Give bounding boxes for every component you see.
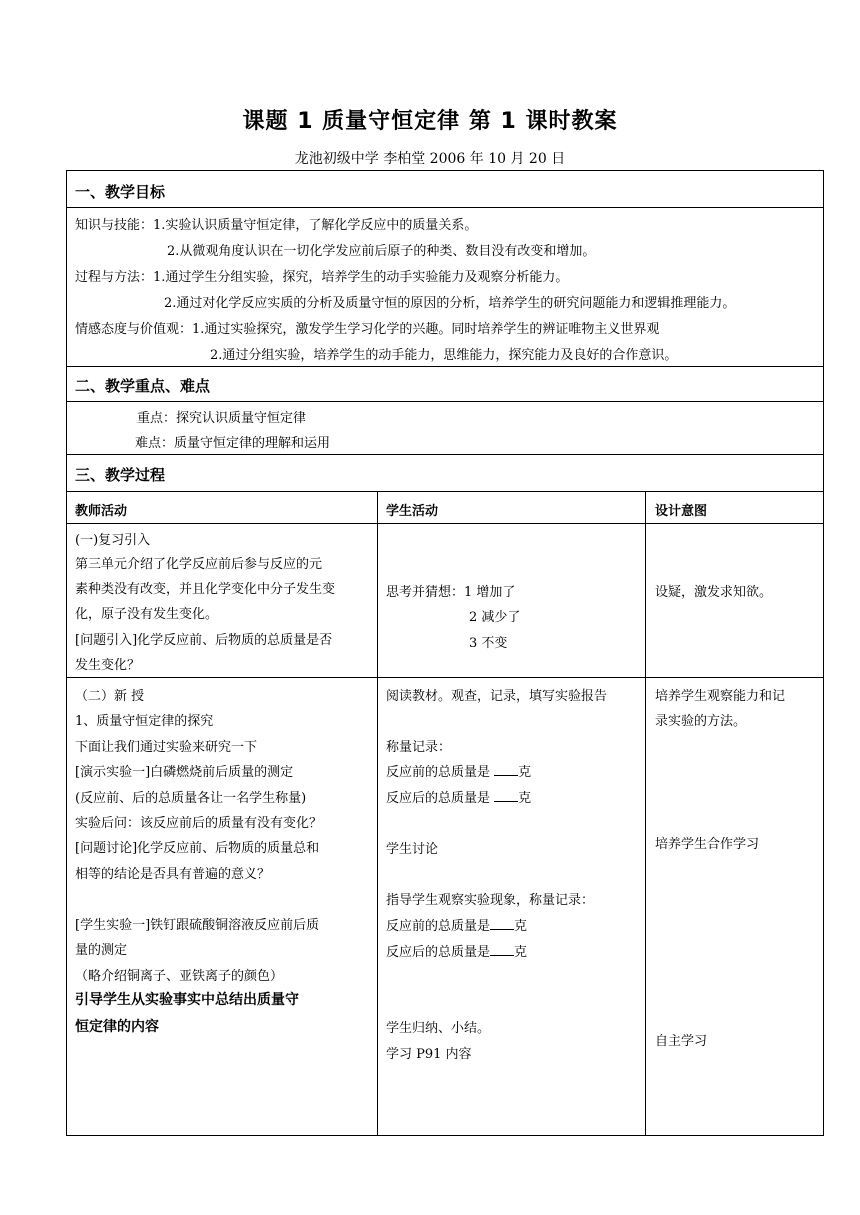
unit-text: 克 [514,945,528,960]
rule [67,523,823,524]
teacher-text: 量的测定 [75,943,128,958]
student-record-line [386,941,527,960]
unit-text: 克 [518,765,532,780]
lesson-table [66,170,824,1136]
teacher-text-emphasis: 恒定律的内容 [75,1019,159,1035]
student-text: 称量记录： [386,740,452,755]
keypoint-line: 难点：质量守恒定律的理解和运用 [135,436,331,451]
teacher-text: [问题讨论]化学反应前、后物质的质量总和 [75,841,320,856]
rule [67,491,823,492]
section-process-heading: 三、教学过程 [75,466,166,484]
column-header-intent: 设计意图 [655,504,708,519]
student-record-line [386,915,527,934]
teacher-text: 相等的结论是否具有普遍的意义？ [75,867,271,882]
goal-line: 情感态度与价值观：1.通过实验探究，激发学生学习化学的兴趣。同时培养学生的辨证唯物主义世界观 [75,322,660,337]
student-text: 阅读教材。观查，记录，填写实验报告 [386,689,608,704]
student-record-line [386,787,531,806]
intent-text: 培养学生合作学习 [655,837,760,852]
student-text: 反应后的总质量是 [386,791,495,806]
teacher-text-emphasis: 引导学生从实验事实中总结出质量守 [75,992,299,1008]
teacher-text: 素种类没有改变，并且化学变化中分子发生变 [75,582,336,597]
keypoint-line: 重点：探究认识质量守恒定律 [137,411,307,426]
teacher-text: 化，原子没有发生变化。 [75,607,219,622]
teacher-text: 发生变化？ [75,658,141,673]
goal-line: 2.通过对化学反应实质的分析及质量守恒的原因的分析，培养学生的研究问题能力和逻辑推理能力。 [164,296,736,311]
fill-blank [490,917,514,930]
fill-blank [494,763,518,776]
teacher-text: (反应前、后的总质量各让一名学生称量) [75,791,307,806]
student-text: 学习 P91 内容 [386,1047,472,1062]
goal-line: 知识与技能：1.实验认识质量守恒定律，了解化学反应中的质量关系。 [75,218,478,233]
teacher-text: 第三单元介绍了化学反应前后参与反应的元 [75,557,323,572]
goal-line: 2.从微观角度认识在一切化学发应前后原子的种类、数目没有改变和增加。 [167,244,596,259]
goal-line: 2.通过分组实验，培养学生的动手能力，思维能力，探究能力及良好的合作意识。 [210,348,678,363]
page-title: 课题 1 质量守恒定律 第 1 课时教案 [242,109,618,134]
rule [67,366,823,367]
column-header-teacher: 教师活动 [75,504,128,519]
student-text: 反应后的总质量是 [386,945,491,960]
student-text: 学生讨论 [386,842,439,857]
column-header-student: 学生活动 [386,504,439,519]
student-text: 3 不变 [469,636,508,651]
intent-text: 录实验的方法。 [655,714,747,729]
student-text: 思考并猜想：1 增加了 [386,585,516,600]
intent-text: 设疑，激发求知欲。 [655,585,773,600]
teacher-text: 1、质量守恒定律的探究 [75,714,214,729]
teacher-text: [演示实验一]白磷燃烧前后质量的测定 [75,765,294,780]
student-text: 反应前的总质量是 [386,919,491,934]
rule [67,677,823,678]
teacher-text: 实验后问：该反应前后的质量有没有变化？ [75,816,323,831]
teacher-text: (一)复习引入 [75,533,151,548]
student-record-line [386,761,531,780]
col-divider [377,491,378,1135]
student-text: 2 减少了 [469,610,521,625]
section-goals-heading: 一、教学目标 [75,183,166,201]
rule [67,401,823,402]
unit-text: 克 [514,919,528,934]
intent-text: 自主学习 [655,1034,708,1049]
rule [67,454,823,455]
fill-blank [494,789,518,802]
page-subtitle: 龙池初级中学 李柏堂 2006 年 10 月 20 日 [294,151,566,167]
fill-blank [490,943,514,956]
teacher-text: （略介绍铜离子、亚铁离子的颜色） [75,969,284,984]
teacher-text: [问题引入]化学反应前、后物质的总质量是否 [75,633,333,648]
student-text: 学生归纳、小结。 [386,1021,491,1036]
unit-text: 克 [518,791,532,806]
intent-text: 培养学生观察能力和记 [655,689,786,704]
col-divider [645,491,646,1135]
section-keypoints-heading: 二、教学重点、难点 [75,377,211,395]
rule [67,207,823,208]
goal-line: 过程与方法：1.通过学生分组实验，探究，培养学生的动手实验能力及观察分析能力。 [75,270,569,285]
student-text: 反应前的总质量是 [386,765,495,780]
teacher-text: [学生实验一]铁钉跟硫酸铜溶液反应前后质 [75,918,320,933]
teacher-text: 下面让我们通过实验来研究一下 [75,740,258,755]
teacher-text: （二）新 授 [75,689,145,704]
student-text: 指导学生观察实验现象，称量记录： [386,893,595,908]
